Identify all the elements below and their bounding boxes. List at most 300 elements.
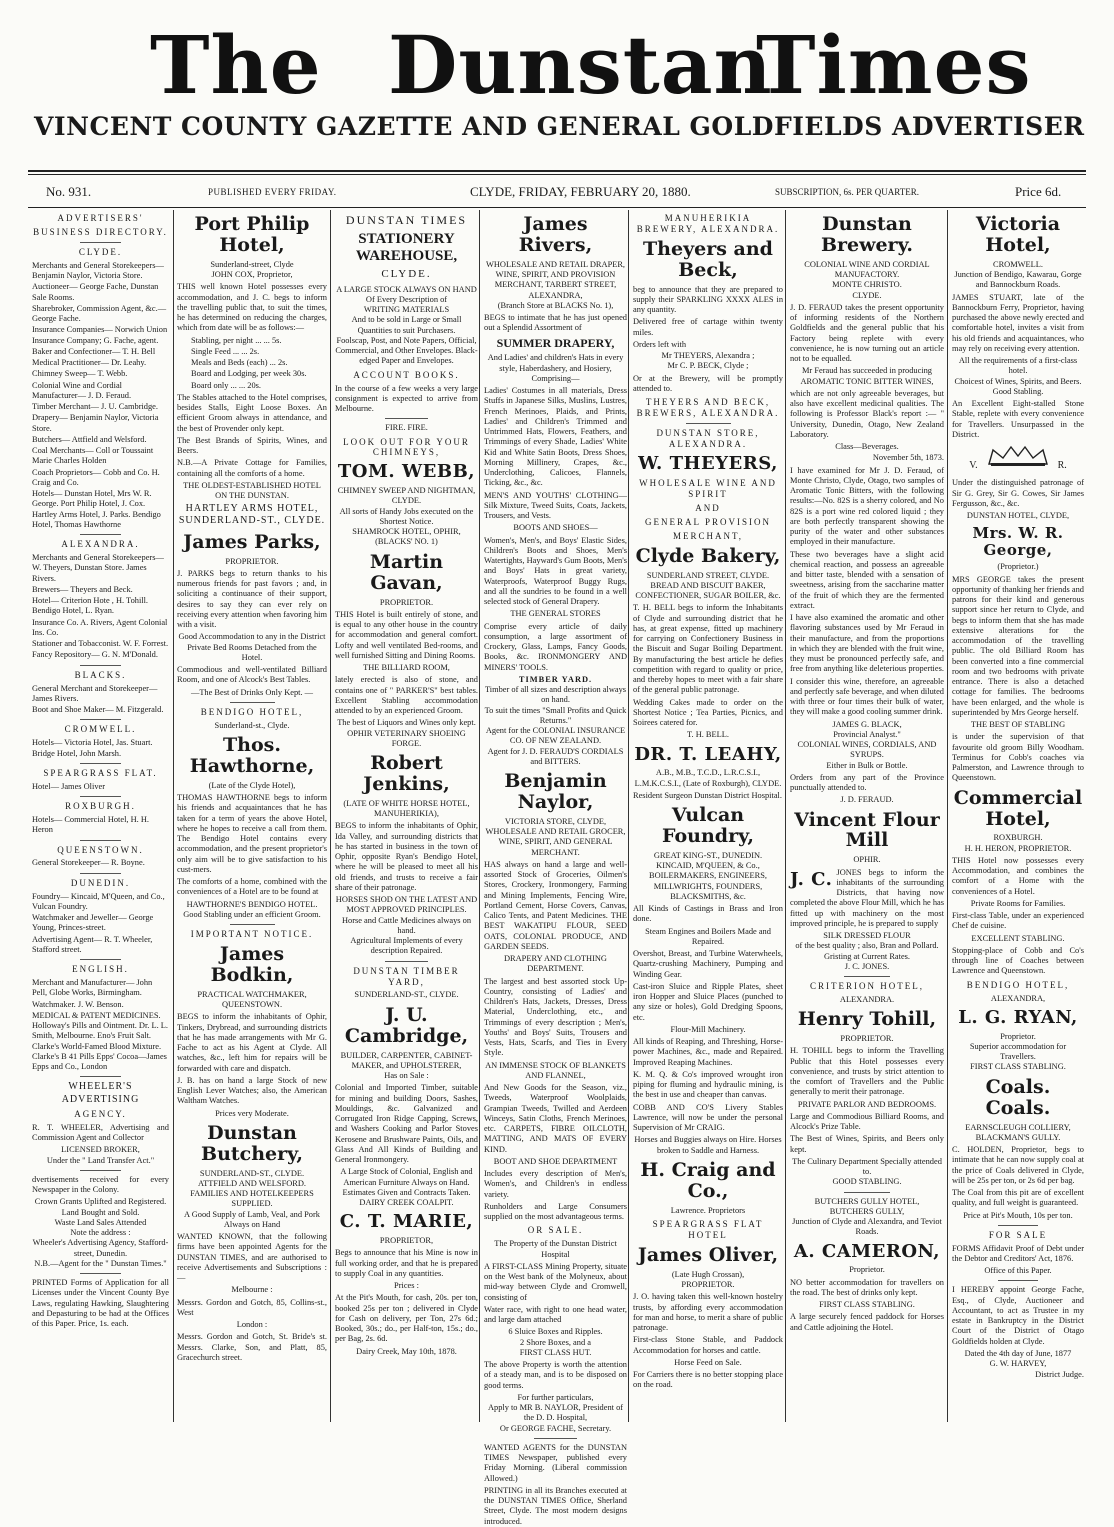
ad-line: —The Best of Drinks Only Kept. — [190, 687, 314, 697]
ad-body: J. D. FERAUD takes the present opportunity of informing residents of the Northern Goldfields and the general public that his Factory being replete with every convenience, he is now turning out an article not to be equalled. [790, 302, 944, 364]
ad-body: WANTED KNOWN, that the following firms have been appointed Agents for the DUNSTAN TIMES, and are authorised to receive Advertisements and Subscriptions :— [177, 1232, 327, 1283]
ad-body: At the Pit's Mouth, for cash, 20s. per ton, booked 25s per ton ; delivered in Clyde for Cash on delivery, per Ton, 27s 6d.; Booked, 30s.; do., per Half-ton, 15s.; do., per Bag, 2s. 6d. [335, 1293, 478, 1344]
ad-line: Or GEORGE FACHE, Secretary. [499, 1423, 612, 1433]
ad-body: The Coal from this pit are of excellent quality, and full weight is guaranteed. [952, 1188, 1084, 1208]
ad-heading: Coals. Coals. [985, 1075, 1051, 1119]
town-heading: CLYDE. [78, 246, 123, 257]
ad-line: MONTE CHRISTO. [832, 280, 902, 290]
ad-line: Has on Sale : [384, 1071, 429, 1081]
ad-line: Private Rooms for Families. [970, 898, 1066, 908]
ad-line: VICTORIA STORE, CLYDE, [504, 816, 607, 826]
directory-entry: Fancy Repository— G. N. M'Donald. [32, 650, 158, 660]
ad-heading: SUMMER DRAPERY, [496, 335, 615, 350]
ad-body: is under the supervision of that favourite old groom Billy Woodham. Terminus for Cobb's coaches via Palmerston, and Lawrence through to Queenstown. [952, 732, 1084, 783]
crest-letter-v: V. [969, 460, 978, 472]
directory-entry: Baker and Confectioner— T. H. Bell [32, 346, 156, 356]
ad-line: BREAD AND BISCUIT BAKER, CONFECTIONER, SUGAR BOILER, &c. [635, 580, 781, 601]
ad-line: Horse Feed on Sale. [674, 1357, 742, 1367]
ad-line: Good Stabling under an efficient Groom. [183, 909, 321, 919]
ad-body: Women's, Men's, and Boys' Elastic Sides, Children's Boots and Shoes, Men's Watertights, Hayward's Gum Boots, Men's and Boys' Hats in great variety, Waterproofs, Waterproof Buggy Rugs, and all the sundries to be found in a well selected stock of General Drapery. [484, 535, 627, 607]
ad-line: Horses and Buggies always on Hire. Horses broken to Saddle and Harness. [634, 1135, 782, 1155]
ad-heading: STATIONERY WAREHOUSE, [355, 230, 458, 264]
rates-list [177, 336, 327, 391]
ad-body: Delivered free of cartage within twenty miles. [633, 317, 783, 337]
ad-line: FIRST CLASS HUT. [519, 1347, 592, 1357]
ad-line: Steam Engines and Boilers Made and Repaired. [645, 926, 771, 946]
ad-heading: CRITERION HOTEL, [810, 981, 924, 992]
ad-body: R. T. WHEELER, Advertising and Commission Agent and Collector [32, 1122, 169, 1142]
ad-line: Sunderland-st., Clyde. [214, 720, 290, 730]
ad-line: WHOLESALE AND RETAIL DRAPER, WINE, SPIRIT, AND PROVISION MERCHANT, TARBERT STREET, ALEXANDRA, [485, 259, 626, 300]
ad-body: First-class Stone Stable, and Paddock Accommodation for horses and cattle. [633, 1335, 783, 1355]
ad-signature: J. D. FERAUD. [840, 795, 894, 805]
ad-body: MRS GEORGE takes the present opportunity of thanking her friends and patrons for their kind and generous support since her return to Clyde, and begs to inform them that she has made extensive alterations for the accommodation of the travelling public. The old Billiard Room has been converted into a fine commercial room and two bedrooms with private entrance. There is also a detached cottage for families. The bedrooms have been enlarged, and the whole is superintended by Mrs George herself. [952, 574, 1084, 717]
ad-body: J. PARKS begs to return thanks to his numerous friends for past favors ; and, in soliciting a continuance of their support, desires to say they can ever rely on receiving every attention when favoring him with a visit. [177, 568, 327, 630]
ad-line: Junction of Clyde and Alexandra, and Teviot Roads. [792, 1217, 942, 1237]
ad-line: PROPRIETOR. [840, 1034, 894, 1044]
ad-body: beg to announce that they are prepared to supply their SPARKLING XXXX ALES in any quantity. [633, 284, 783, 315]
dateline: CLYDE, FRIDAY, FEBRUARY 20, 1880. [470, 184, 691, 199]
ad-heading: Commercial Hotel, [953, 786, 1083, 830]
ad-body: Or at the Brewery, will be promptly attended to. [633, 373, 783, 393]
ad-line: ALEXANDRA, [990, 993, 1046, 1003]
ad-body: N.B.—A Private Cottage for Families, containing all the comforts of a home. [177, 458, 327, 478]
ad-body: COBB AND CO'S Livery Stables Lawrence, will now be under the personal Supervision of Mr CRAIG. [633, 1102, 783, 1133]
ad-heading: L. G. RYAN, [958, 1006, 1078, 1028]
ad-body: WANTED AGENTS for the DUNSTAN TIMES Newspaper, published every Friday Morning. (Liberal commission Allowed.) [484, 1442, 627, 1483]
ad-line: District Judge. [1035, 1370, 1084, 1380]
ad-heading: Theyers and Beck, [643, 237, 773, 281]
ad-heading: Dunstan Brewery. [820, 213, 914, 256]
ad-line: PRIVATE PARLOR AND BEDROOMS. [797, 1099, 937, 1109]
ad-line: KINCAID, M'QUEEN, & Co., BOILERMAKERS, ENGINEERS, MILLWRIGHTS, FOUNDERS, BLACKSMITHS, &c. [649, 861, 767, 901]
town-heading: ALEXANDRA. [61, 539, 140, 550]
ad-line: PRACTICAL WATCHMAKER, QUEENSTOWN. [197, 989, 307, 1010]
directory-title: ADVERTISERS' [57, 213, 144, 223]
ad-line: ATTFIELD AND WELSFORD. [197, 1178, 307, 1188]
masthead-dunstan: Dunstan [388, 18, 773, 112]
ad-heading: Dunstan Butchery, [201, 1121, 303, 1165]
directory-entry: Coal Merchants— Coll or Toussaint Marie Charles Holden [32, 446, 154, 466]
ad-body: Messrs. Gordon and Gotch, St. Bride's st. Messrs. Clarke, Son, and Platt, 85, Gracechurch street. [177, 1332, 327, 1362]
ad-line: LICENSED BROKER, [61, 1145, 140, 1155]
ad-line: The best of Liquors and Wines only kept. [337, 718, 476, 728]
ad-line: JOHN COX, Proprietor, [211, 270, 293, 280]
ad-line: Either in Bulk or Bottle. [826, 760, 908, 770]
ad-body: Water race, with right to one head water, and large dam attached [484, 1304, 627, 1325]
ad-body: BEGS to inform the inhabitants of Ophir, Ida Valley, and surrounding districts that he has started in business in the town of Ophir, opposite Ryan's Bendigo Hotel, where he will be pleased to meet all his old friends, and trusts to receive a fair share of their patronage. [335, 821, 478, 892]
ad-heading: J. C. [790, 868, 833, 890]
ad-line: BOOTS AND SHOES— [513, 523, 598, 533]
directory-entry: Timber Merchant— J. U. Cambridge. [32, 402, 158, 412]
ad-line: SUNDERLAND STREET, CLYDE. [646, 570, 770, 580]
ad-body: Under the distinguished patronage of Sir G. Grey, Sir G. Cowes, Sir James Fergusson, &c., &c. [952, 478, 1084, 508]
directory-entry: Auctioneer— George Fache, Dunstan Sale Rooms. [32, 282, 159, 302]
directory-entry: General Merchant and Storekeeper— James Rivers. [32, 683, 158, 703]
ad-body: MEN'S AND YOUTHS' CLOTHING— Silk Mixture, Tweed Suits, Coats, Jackets, Trousers, and Vests. [484, 490, 627, 521]
ad-heading: DUNSTAN STORE, ALEXANDRA. [656, 428, 760, 450]
ad-line: FIRST CLASS STABLING. [819, 1300, 915, 1310]
rate-line: Single Feed ... ... 2s. [191, 346, 260, 356]
ad-body: I have examined for Mr J. D. Feraud, of Monte Christo, Clyde, Otago, two samples of Aromatic Tonic Bitters, with the following results:—No. 82S is a sherry colored, and No 82S is a port wine red colored liquid ; they are both perfectly transparent showing the purity of the water and other substances employed in their manufacture. [790, 465, 944, 547]
ad-body: Begs to announce that his Mine is now in full working order, and that he is prepared to supply Coal in any quantities. [335, 1248, 478, 1278]
directory-entry: Merchants and General Storekeepers— W. Theyers, Dunstan Store. James Rivers. [32, 553, 164, 583]
ad-line: Choicest of Wines, Spirits, and Beers. Good Stabling. [954, 376, 1082, 396]
column-drapery [484, 210, 627, 1526]
ad-line: Provincial Analyst." [833, 729, 901, 739]
directory-entry: Merchants and General Storekeepers— Benjamin Naylor, Victoria Store. [32, 260, 164, 281]
ad-line: DRAPERY AND CLOTHING DEPARTMENT. [504, 954, 607, 974]
ad-line: Mr C. P. BECK, Clyde ; [667, 361, 749, 371]
directory-entry: Merchant and Manufacturer— John Pell, Globe Works, Birmingham. [32, 978, 153, 998]
ad-body: First-class Table, under an experienced Chef de cuisine. [952, 911, 1084, 931]
ad-heading: BUTCHERS GULLY HOTEL, [814, 1196, 920, 1206]
ad-heading: Port Philip Hotel, [194, 213, 310, 256]
ad-body: JAMES STUART, late of the Bannockburn Ferry, Proprietor, having purchased the above newly erected and comfortable hotel, invites a visit from his old friends and acquaintances, who may rely on receiving every attention. [952, 292, 1084, 353]
ad-line: HAWTHORNE'S BENDIGO HOTEL. [186, 899, 318, 909]
ad-line: THE BILLIARD ROOM, [363, 663, 450, 673]
ad-line: A.B., M.B., T.C.D., L.R.C.S.I., L.M.K.C.S.I., (Late of Roxburgh), CLYDE. [634, 768, 782, 788]
directory-entry: Boot and Shoe Maker— M. Fitzgerald. [32, 705, 164, 715]
ad-line: Note the address : [70, 1228, 131, 1237]
crest-letter-r: R. [1057, 460, 1067, 472]
ad-line: N.B.—Agent for the " Dunstan Times." [34, 1258, 167, 1268]
ad-line: Orders left with [633, 339, 687, 349]
ad-heading: LOOK OUT FOR YOUR CHIMNEYS, [343, 436, 470, 458]
directory-entry: Coach Proprietors— Cobb and Co. H. Craig and Co. [32, 467, 160, 487]
ad-body: Ladies' Costumes in all materials, Dress Stuffs in Japanese Silks, Muslins, Lustres, French Merinoes, Plaids, and Prints, Ladies' and Children's Trimmed and Untrimmed Hats, Flowers, Feathers, and Trimmings of every Shade, Ladies' White Kid and White Satin Boots, Dress Shoes, Morning Millinery, Crapes, &c., Underclothing, Calicoes, Flannels, Ticking, &c., &c. [484, 386, 627, 488]
column-cordials [790, 210, 944, 1422]
ad-line: AND [695, 502, 721, 513]
ad-body: The above Property is worth the attention of a steady man, and is to be disposed on good terms. [484, 1360, 627, 1390]
ad-signature: JAMES G. BLACK, [832, 719, 902, 729]
ad-body: Includes every description of Men's, Women's, and Children's in endless variety. [484, 1169, 627, 1199]
royal-crest [952, 444, 1084, 474]
ad-line: PROPRIETOR. [225, 556, 279, 566]
ad-line: All the requirements of a first-class hotel. [958, 356, 1078, 376]
ad-line: November 5th, 1873. [872, 453, 944, 463]
ad-heading: BENDIGO HOTEL, [200, 706, 304, 717]
ad-line: Apply to MR B. NAYLOR, President of the D. D. Hospital, [487, 1403, 624, 1423]
ad-line: WHOLESALE AND RETAIL GROCER, WINE, SPIRIT, AND GENERAL MERCHANT. [485, 827, 626, 857]
town-heading: ENGLISH. [72, 964, 129, 975]
ad-body: PRINTING in all its Branches executed at the DUNSTAN TIMES Office, Sherland Street, Clyde. The most modern designs introduced. [484, 1485, 627, 1526]
ad-heading: James Oliver, [637, 1243, 779, 1266]
ad-body: THIS well known Hotel possesses every accommodation, and J. C. begs to inform the travelling public that, to suit the times, he has determined on reducing the charges, which from date will be as follows:— [177, 282, 327, 333]
ad-heading: DR. T. LEAHY, [634, 743, 782, 765]
ad-line: GREAT KING-ST., DUNEDIN. [653, 850, 763, 860]
ad-heading: Vulcan Foundry, [662, 804, 754, 848]
ad-line: And Ladies' and children's Hats in every style, Haberdashery, and Hosiery, Comprising— [487, 353, 624, 383]
directory-entry: Hotels— Commercial Hotel, H. H. Heron [32, 815, 149, 835]
ad-body: HAS always on hand a large and well-assorted Stock of Groceries, Oilmen's Stores, Crockery, Ironmongery, Farming and Mining Implements, Fencing Wire, Portland Cement, Horse Covers, Canvas, Calico Tents, and Patent Medicines. THE BEST WAKATIPU FLOUR, SEED OATS, COLONIAL PRODUCE, AND GARDEN SEEDS. [484, 859, 627, 951]
ad-body: Commodious and well-ventilated Billiard Room, and one of Alcock's Best Tables. [177, 665, 327, 685]
ad-heading: DUNSTAN HOTEL, CLYDE, [966, 511, 1070, 521]
ad-body: H. TOHILL begs to inform the Travelling Public that this Hotel possesses every convenience, and trusts by strict attention to the comfort of Travellers and the Public generally to merit their patronage. [790, 1046, 944, 1097]
directory-entry: Medical Practitioner— Dr. Leahy. [32, 358, 147, 368]
ad-heading: MANUHERIKIA BREWERY, ALEXANDRA. [636, 213, 780, 234]
ad-line: PROPRIETOR. [379, 597, 434, 607]
ad-line: A Large Stock of Colonial, English and American Furniture Always on Hand. [340, 1167, 473, 1187]
ad-line: Foolscap, Post, and Note Papers, Official, Commercial, and Other Envelopes. Black-edged Paper and Envelopes. [335, 335, 478, 366]
ad-line: THE GENERAL STORES [510, 609, 601, 619]
ad-line: AROMATIC TONIC BITTER WINES, [800, 376, 934, 386]
ad-body: A FIRST-CLASS Mining Property, situate on the West bank of the Molyneux, about mid-way between Clyde and Cromwell, consisting of [484, 1261, 627, 1302]
ad-heading: Clyde Bakery, [635, 544, 781, 567]
ad-line: BLACKMAN'S GULLY. [975, 1132, 1061, 1142]
ad-line: Prices very Moderate. [215, 1108, 289, 1118]
ad-line: For further particulars, [517, 1392, 594, 1402]
ad-line: THE BEST OF STABLING [970, 720, 1066, 730]
ad-line: DAIRY CREEK COALPIT. [359, 1198, 454, 1208]
directory-entry: Brewers— Theyers and Beck. [32, 584, 133, 594]
ad-line: 2 Shore Boxes, and a [520, 1337, 591, 1347]
ad-heading: HARTLEY ARMS HOTEL, SUNDERLAND-ST., CLYDE. [178, 503, 326, 527]
ad-body: All kinds of Reaping, and Threshing, Horse-power Machines, &c., made and Repaired. Improved Reaping Machines. [633, 1037, 783, 1067]
ad-line: (Proprietor.) [997, 562, 1039, 572]
publication-frequency: PUBLISHED EVERY FRIDAY. [208, 187, 337, 197]
ad-body: J. O. having taken this well-known hostelry trusts, by affording every accommodation for man and horse, to merit a share of public patronage. [633, 1292, 783, 1333]
ad-body: NO better accommodation for travellers on the road. The best of drinks only kept. [790, 1277, 944, 1297]
ad-line: WRITING MATERIALS [363, 305, 450, 315]
ad-line: Estimates Given and Contracts Taken. [342, 1187, 471, 1197]
ad-line: OPHIR VETERINARY SHOEING FORGE. [347, 728, 466, 748]
ad-line: Timber of all sizes and description always on hand. [484, 685, 627, 705]
ad-line: FIRE. FIRE. [385, 423, 428, 433]
column-victoria-hotel [952, 210, 1084, 1422]
town-heading: DUNEDIN. [70, 877, 131, 888]
ad-line: SHAMROCK HOTEL, OPHIR, (BLACKS' NO. 1) [352, 527, 461, 547]
ad-heading: BENDIGO HOTEL, [966, 979, 1070, 990]
directory-entry: Sharebroker, Commission Agent, &c.— George Fache. [32, 303, 167, 324]
ad-body: THIS Hotel is built entirely of stone, and is equal to any other house in the country for accommodation and general comfort. Lofty and well ventilated Bed-rooms, and well furnished Sitting and Dining Rooms. [335, 609, 478, 660]
ad-heading: ACCOUNT BOOKS. [353, 369, 460, 380]
ad-line: ALEXANDRA. [839, 995, 895, 1005]
ad-line: Price at Pit's Mouth, 10s per ton. [963, 1210, 1073, 1220]
ad-body: The Best Brands of Spirits, Wines, and Beers. [177, 435, 327, 456]
directory-entry: Chimney Sweep— T. Webb. [32, 369, 128, 379]
ad-line: THE OLDEST-ESTABLISHED HOTEL ON THE DUNSTAN. [183, 480, 321, 501]
ad-heading: J. U. Cambridge, [344, 1003, 469, 1047]
ad-body: J. B. has on hand a large Stock of new English Lever Watches; also, the American Waltham Watches. [177, 1075, 327, 1106]
ad-body: Large and Commodious Billiard Rooms, and Alcock's Prize Table. [790, 1111, 944, 1132]
masthead-subtitle: VINCENT COUNTY GAZETTE AND GENERAL GOLDFIELDS ADVERTISER [34, 112, 1085, 141]
ad-body: The Stables attached to the Hotel comprises, besides Stalls, Eight Loose Boxes. An efficient Groom always in attendance, and the best of Provender only kept. [177, 392, 327, 433]
ad-line: HORSES SHOD ON THE LATEST AND MOST APPROVED PRINCIPLES. [335, 895, 478, 915]
ad-line: Wheeler's Advertising Agency, Stafford-street, Dunedin. [32, 1238, 169, 1258]
rate-line: Board only ... ... 20s. [191, 380, 262, 390]
ad-line: WHOLESALE WINE AND SPIRIT [639, 477, 777, 499]
directory-entry: Hotel— Criterion Hote , H. Tohill. Bendigo Hotel, L. Ryan. [32, 596, 149, 616]
ad-heading: Vincent Flour Mill [794, 808, 940, 852]
ad-body: The Best of Wines, Spirits, and Beers only kept. [790, 1134, 944, 1154]
masthead-rule-inner [28, 174, 1086, 175]
ad-line: GOOD STABLING. [832, 1177, 902, 1187]
ad-line: Gristing at Current Rates. [823, 951, 911, 961]
issue-price: Price 6d. [1015, 184, 1062, 199]
ad-body: All Kinds of Castings in Brass and Iron done. [633, 904, 783, 924]
ad-line: AN IMMENSE STOCK OF BLANKETS AND FLANNEL, [485, 1060, 626, 1080]
masthead [0, 0, 1114, 170]
ad-body: BEGS to inform the inhabitants of Ophir, Tinkers, Drybread, and surrounding districts that he has made arrangements with Mr G. Fache to act as his Agent at Clyde. All watches, &c., left him for repairs will be forwarded with care and dispatch. [177, 1012, 327, 1073]
ad-line: PROPRIETOR. [681, 1280, 735, 1290]
ad-body: dvertisements received for every Newspaper in the Colony. [32, 1174, 169, 1194]
ad-heading: Thos. Hawthorne, [189, 734, 315, 777]
ad-heading: James Rivers, [518, 213, 593, 256]
ad-heading: C. T. MARIE, [339, 1211, 474, 1233]
ad-heading: Robert Jenkins, [363, 752, 450, 795]
ad-body: PRINTED Forms of Application for all Licenses under the Vincent County Bye Laws, regulating Hawking, Slaughtering and Depasturing to be had at the Offices of this Paper. Price, 1s. each. [32, 1278, 169, 1328]
ad-body: These two beverages have a slight acid chemical reaction, and possess an agreeable and bitter taste, blended with a sensation of sweetness, arising from the saccharine matter of the fruit of which they are the fermented extract. [790, 549, 944, 610]
directory-entry: Hotels— Victoria Hotel, Jas. Stuart. Bridge Hotel, John Marsh. [32, 738, 153, 758]
ad-line: Crown Grants Uplifted and Registered. [34, 1197, 167, 1207]
directory-entry: Foundry— Kincaid, M'Queen, and Co., Vulcan Foundry. [32, 891, 165, 911]
directory-entry: Watchmaker. J. W. Benson. [32, 999, 124, 1009]
ad-heading: DUNSTAN TIMBER YARD, [353, 965, 460, 987]
ad-line: The Property of the Dunstan District Hospital [494, 1239, 617, 1259]
ad-heading: CLYDE. [381, 268, 432, 281]
ad-line: Lawrence. Proprietors [670, 1205, 746, 1215]
ad-body: Orders from any part of the Province punctually attended to. [790, 772, 944, 793]
column-stationery [335, 210, 478, 1422]
ad-heading: Benjamin Naylor, [504, 770, 607, 813]
ad-line: Agent for J. D. FERAUD'S CORDIALS and BITTERS. [487, 746, 624, 766]
ad-line: Under the " Land Transfer Act." [46, 1155, 155, 1165]
town-heading: CROMWELL. [64, 724, 137, 735]
ad-line: H. H. HERON, PROPRIETOR. [964, 843, 1072, 853]
crown-icon [983, 444, 1053, 468]
ad-line: Waste Land Sales Attended [54, 1217, 147, 1227]
issue-info-bar [40, 184, 1080, 206]
ad-line: COLONIAL WINES, CORDIALS, AND SYRUPS. [797, 740, 937, 760]
town-heading: QUEENSTOWN. [57, 844, 144, 855]
directory-entry: Stationer and Tobacconist. W. F. Forrest. [32, 639, 169, 649]
ad-body: I have also examined the aromatic and other flavoring substances used by Mr Feraud in their manufacture, and from the proportions in which they are blended with the fruit wine, they must be pronounced perfectly safe, and free from anything like deleterious properties. [790, 613, 944, 674]
ad-line: All sorts of Handy Jobs executed on the Shortest Notice. [339, 506, 474, 526]
ad-body: Cast-iron Sluice and Ripple Plates, sheet iron Hopper and Sluice Places (punched to any size or holes), Gold Dredging Spoons, etc. [633, 981, 783, 1022]
info-rule [28, 207, 1086, 208]
ad-heading: Mrs. W. R. George, [972, 524, 1064, 559]
ad-body: Overshot, Breast, and Turbine Waterwheels, Quartz-crushing Machinery, Pumping and Winding Gear. [633, 949, 783, 979]
ad-line: SUNDERLAND-ST., CLYDE. [354, 990, 459, 1000]
ad-heading: James Parks, [183, 530, 321, 553]
ad-heading: James Bodkin, [210, 943, 294, 986]
wheeler-heading: WHEELER'S ADVERTISING [61, 1081, 140, 1105]
ad-signature: THEYERS AND BECK, BREWERS, ALEXANDRA. [636, 397, 780, 419]
ad-line: FIRST CLASS STABLING. [970, 1062, 1066, 1072]
ad-heading: Henry Tohill, [797, 1008, 937, 1031]
ad-line: Mr Feraud has succeeded in producing [801, 366, 932, 376]
ad-heading: Martin Gavan, [369, 550, 444, 594]
ad-body: An Excellent Eight-stalled Stone Stable, replete with every convenience for Travellers. Unsurpassed in the District. [952, 399, 1084, 439]
ad-line: SUNDERLAND-ST., CLYDE. [199, 1168, 305, 1178]
ad-line: BUILDER, CARPENTER, CABINET-MAKER, and UPHOLSTERER, [340, 1050, 473, 1070]
ad-heading: DUNSTAN TIMES [345, 213, 468, 227]
ad-body: JONES begs to inform the inhabitants of the surrounding Districts, that having now completed the above Flour Mill, which he has fitted up with machinery on the most improved principle, he is prepared to supply [790, 867, 944, 928]
ad-body: A large securely fenced paddock for Horses and Cattle adjoining the Hotel. [790, 1312, 944, 1332]
ad-body: T. H. BELL begs to inform the Inhabitants of Clyde and surrounding district that he has, at great expense, fitted up machinery for carrying on Confectionery Business in the Biscuit and Sugar Boiling Department. By manufacturing the best article he defies competition with regard to quality or price, and thereby hopes to meet with a fair share of the general public patronage. [633, 603, 783, 695]
ad-line: Office of this Paper. [984, 1266, 1052, 1276]
ad-line: Agent for the COLONIAL INSURANCE CO. OF NEW ZEALAND. [485, 726, 626, 746]
ad-body: FORMS Affidavit Proof of Debt under the Debtor and Creditors' Act, 1876. [952, 1243, 1084, 1263]
directory-entry: MEDICAL & PATENT MEDICINES. Holloway's Pills and Ointment. Dr. L. L. Smith, Melbourne. Eno's Fruit Salt. Clarke's World-Famed Blood Mixture. Clarke's B 41 Pills Epps' Cocoa—James Epps and Co., London [32, 1010, 168, 1072]
column-hotels [177, 210, 327, 1422]
ad-line: Mr THEYERS, Alexandra ; [661, 351, 755, 361]
ad-heading: TOM. WEBB, [337, 461, 476, 483]
directory-entry: Hotel— James Oliver [32, 781, 106, 791]
ad-line: (Late of the Clyde Hotel), [208, 780, 296, 790]
ad-body: which are not only agreeable beverages, but also have excellent medicinal qualities. The following is Professor Black's report :— " University, Dunedin, Otago, New Zealand Laboratory. [790, 388, 944, 439]
ad-line: 6 Sluice Boxes and Ripples. [508, 1327, 603, 1337]
ad-line: SILK DRESSED FLOUR [823, 931, 911, 941]
ad-line: GENERAL PROVISION [645, 516, 771, 527]
directory-entry: Insurance Co. A. Rivers, Agent Colonial Ins. Co. [32, 617, 168, 637]
directory-list-clyde [32, 261, 169, 530]
directory-entry: Watchmaker and Jeweller— George Young, Princes-street. [32, 913, 154, 933]
column-business-directory [32, 210, 169, 1422]
rate-line: Meals and Beds (each) ... 2s. [191, 358, 288, 368]
ad-line: EARNSCLEUGH COLLIERY, [965, 1122, 1071, 1132]
ad-line: Dated the 4th day of June, 1877 [964, 1348, 1072, 1358]
ad-body: THOMAS HAWTHORNE begs to inform his friends and acquaintances that he has taken for a term of years the above Hotel, where he hopes to receive a call from them. The Bendigo Hotel contains every accommodation, and the present proprietor's only aim will be to give satisfaction to his cust-mers. [177, 793, 327, 874]
ad-line: of the best quality ; also, Bran and Pollard. [795, 941, 939, 951]
town-heading: BLACKS. [74, 669, 127, 680]
ad-line: CROMWELL. [992, 259, 1043, 269]
ad-line: And to be sold in Large or Small Quantities to suit Purchasers. [351, 315, 462, 335]
ad-line: Agricultural Implements of every description Repaired. [350, 936, 463, 956]
ad-line: London : [236, 1320, 268, 1330]
ad-line: OPHIR. [853, 855, 881, 865]
subscription-rate: SUBSCRIPTION, 6s. PER QUARTER. [775, 187, 919, 197]
ad-heading: OR SALE. [527, 1225, 584, 1236]
town-heading: SPEARGRASS FLAT. [43, 767, 158, 778]
ad-heading: FOR SALE [988, 1229, 1048, 1240]
directory-entry: Hotels— Dunstan Hotel, Mrs W. R. George. Port Philip Hotel, J. Cox. Hartley Arms Hotel, J. Parks. Bendigo Hotel, Thomas Hawthorne [32, 489, 161, 529]
ad-body: The largest and best assorted stock Up-Country, consisting of Ladies' and Children's Hats, Jackets, Dresses, Dress Material, Underclothing, etc., and Trimmings of every description ; Men's, Youths' and Boys' Suits, Trousers and Vests, Hats, Scarfs, and Ties in Every Style. [484, 976, 627, 1058]
masthead-times: Times [756, 18, 1032, 112]
ad-line: Class—Beverages. [835, 442, 899, 452]
ad-body: The comforts of a home, combined with the conveniences of a Hotel are to be found at [177, 877, 327, 897]
ad-body: Stopping-place of Cobb and Co's through line of Coaches between Lawrence and Queenstown. [952, 945, 1084, 976]
column-brewery [633, 210, 783, 1422]
ad-heading: SPEARGRASS FLAT HOTEL [652, 1218, 764, 1240]
ad-heading: H. Craig and Co., [640, 1158, 776, 1202]
ad-body: I HEREBY appoint George Fache, Esq., of Clyde, Auctioneer and Accountant, to act as Trustee in my estate in Bankruptcy in the District Court of the District of Otago Goldfields holden at Clyde. [952, 1285, 1084, 1346]
masthead-rule-top [28, 170, 1086, 172]
ad-line: TIMBER YARD. [518, 674, 593, 684]
columns [28, 210, 1086, 1526]
ad-body: C. HOLDEN, Proprietor, begs to intimate that he can now supply coal at the price of Coals delivered in Clyde, will be 25s per ton, or 2s 6d per bag. [952, 1145, 1084, 1185]
ad-body: Colonial and Imported Timber, suitable for mining and building Doors, Sashes, Mouldings, &c. Galvanized and Corrugated Iron Ridge Capping, Screws, and Washers Cooking and Parlor Stoves Kerosene and Brushware Paints, Oils, and Glass And All Kinds of Building and General Ironmongery. [335, 1083, 478, 1165]
ad-body: K. M. Q. & Co's improved wrought iron piping for fluming and hydraulic mining, is the best in use and cheaper than canvas. [633, 1069, 783, 1100]
ad-line: CLYDE. [852, 290, 882, 300]
directory-entry: Drapery— Benjamin Naylor, Victoria Store. [32, 413, 159, 433]
ad-line: (LATE OF WHITE HORSE HOTEL, MANUHERIKIA), [343, 798, 470, 819]
ad-line: FAMILIES AND HOTELKEEPERS SUPPLIED. [190, 1189, 314, 1209]
ad-line: Dairy Creek, May 10th, 1878. [356, 1346, 457, 1356]
directory-subtitle: BUSINESS DIRECTORY. [33, 226, 168, 237]
rate-line: Board and Lodging, per week 30s. [191, 369, 307, 379]
rate-line: Stabling, per night ... ... 5s. [191, 335, 282, 345]
ad-line: Proprietor. [1000, 1031, 1036, 1041]
ad-line: Prices : [394, 1281, 419, 1291]
directory-entry: Butchers— Attfield and Welsford. [32, 434, 147, 444]
ad-line: The Culinary Department Specially attended to. [792, 1156, 942, 1177]
ad-line: Proprietor. [849, 1265, 885, 1275]
ad-body: Messrs. Gordon and Gotch, 85, Collins-st., West [177, 1297, 327, 1317]
ad-line: MERCHANT, [672, 530, 744, 541]
ad-signature: G. W. HARVEY, [989, 1359, 1047, 1369]
